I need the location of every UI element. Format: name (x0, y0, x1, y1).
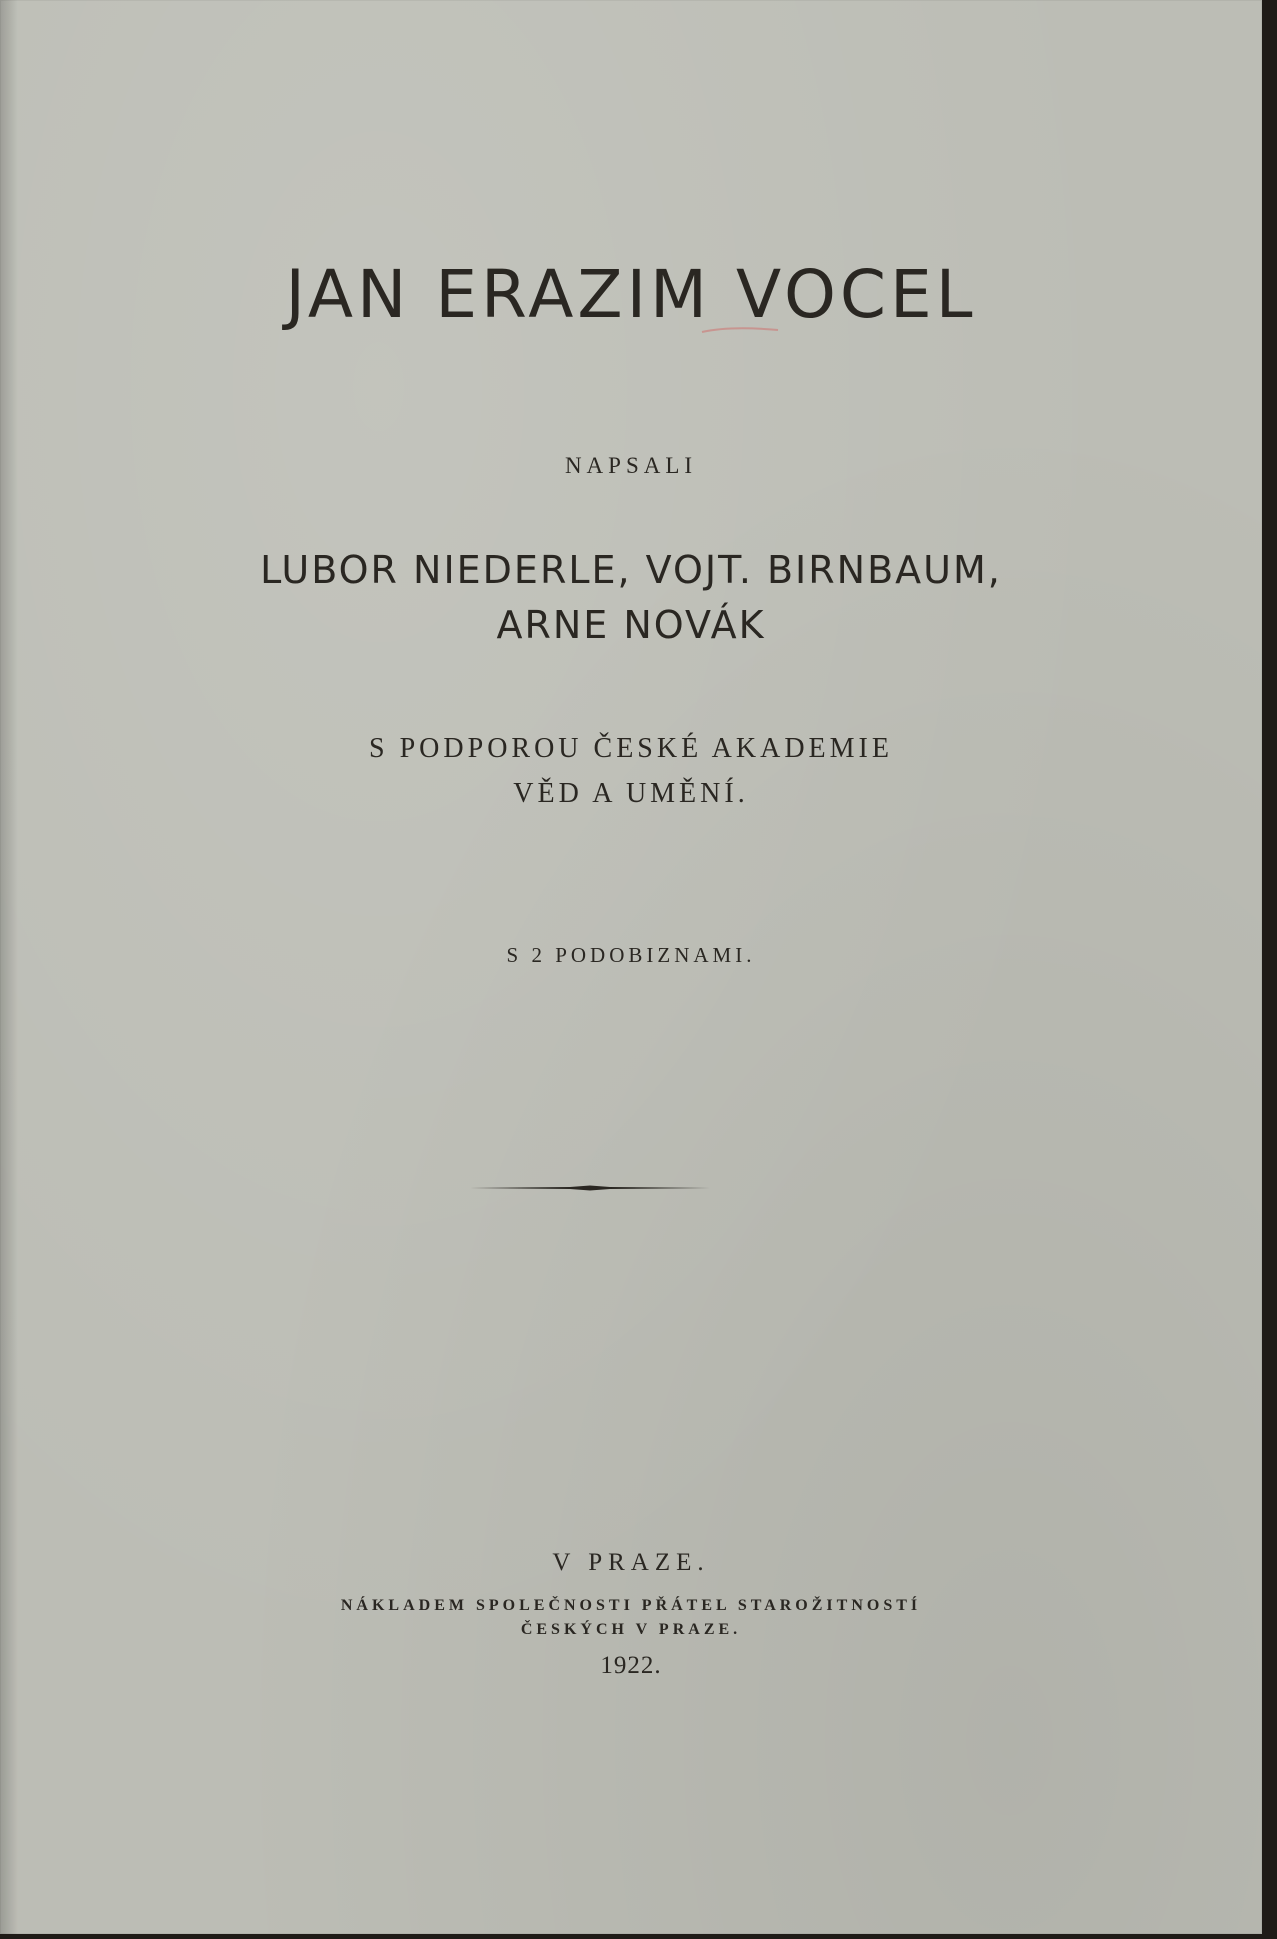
portraits-note: S 2 PODOBIZNAMI. (506, 943, 756, 967)
publication-year: 1922. (600, 1652, 662, 1679)
book-title: JAN ERAZIM VOCEL (285, 256, 977, 333)
pencil-underline-mark (700, 325, 780, 335)
support-line-1: S PODPOROU ČESKÉ AKADEMIE (369, 733, 893, 764)
imprint-place: V PRAZE. (552, 1549, 710, 1576)
support-line-2: VĚD A UMĚNÍ. (513, 778, 749, 809)
authors-line-2: ARNE NOVÁK (496, 603, 766, 647)
byline-label: NAPSALI (564, 453, 698, 478)
publisher-line-2: ČESKÝCH V PRAZE. (520, 1621, 742, 1638)
publisher-line-1: NÁKLADEM SPOLEČNOSTI PŘÁTEL STAROŽITNOSTÍ (340, 1597, 922, 1614)
ornamental-rule (470, 1184, 710, 1192)
authors-line-1: LUBOR NIEDERLE, VOJT. BIRNBAUM, (260, 548, 1002, 592)
